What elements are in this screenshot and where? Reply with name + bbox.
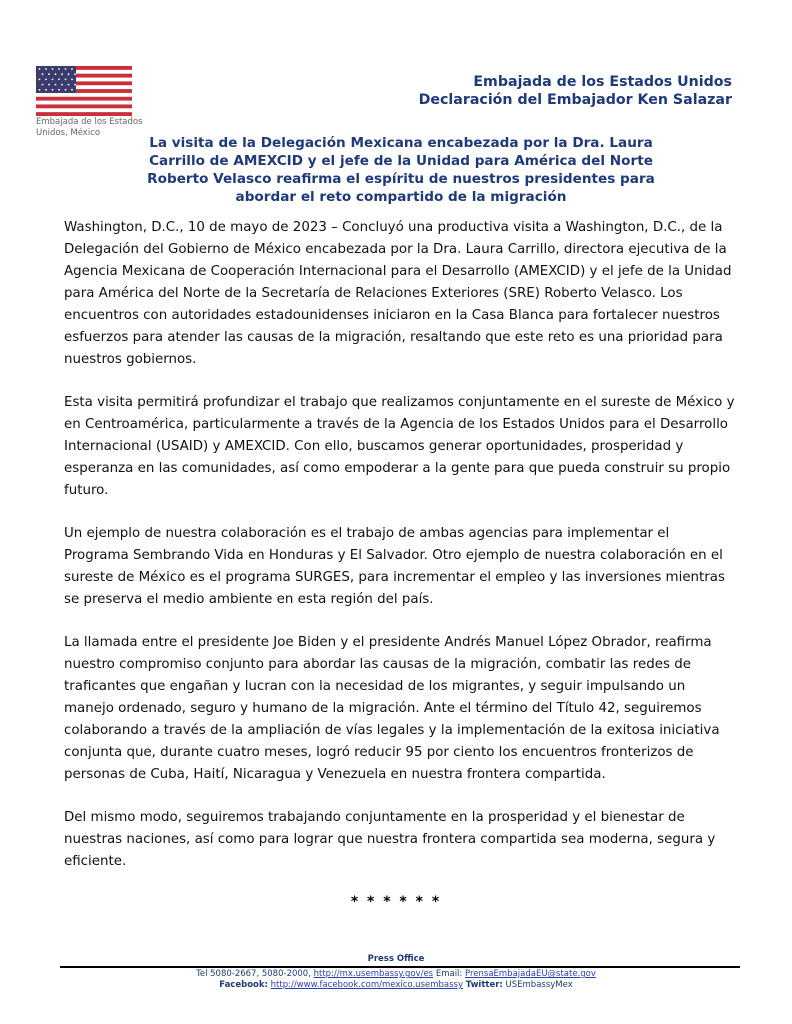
header-embassy-name: Embajada de los Estados Unidos xyxy=(473,74,732,90)
header-statement-title: Declaración del Embajador Ken Salazar xyxy=(418,92,732,108)
footer-phone: Tel 5080-2667, 5080-2000, xyxy=(196,969,311,979)
footer-twitter-handle: USEmbassyMex xyxy=(505,980,573,990)
statement-body xyxy=(64,217,736,894)
paragraph: Un ejemplo de nuestra colaboración es el trabajo de ambas agencias para implementar el Programa Sembrando Vida en Honduras y El Salvador. Otro ejemplo de nuestra colaboración en el sureste de México es el programa SURGES, para incrementar el empleo y las inversiones mientras se preserva el medio ambiente en esta región del país. xyxy=(64,526,725,607)
footer-divider xyxy=(60,966,740,968)
us-flag-icon xyxy=(36,66,132,116)
footer-email-link[interactable]: PrensaEmbajadaEU@state.gov xyxy=(464,969,596,979)
paragraph: Esta visita permitirá profundizar el trabajo que realizamos conjuntamente en el sureste de México y en Centroamérica, particularmente a través de la Agencia de los Estados Unidos para el Desarrollo Internacional (USAID) y AMEXCID. Con ello, buscamos generar oportunidades, prosperidad y esperanza en las comunidades, así como empoderar a la gente para que pueda construir su propio futuro. xyxy=(64,395,735,498)
paragraph: La llamada entre el presidente Joe Biden y el presidente Andrés Manuel López Obrador, reafirma nuestro compromiso conjunto para abordar las causas de la migración, combatir las redes de traficantes que engañan y lucran con la necesidad de los migrantes, y seguir impulsando un manejo ordenado, seguro y humano de la migración. Ante el término del Título 42, seguiremos colaborando a través de la ampliación de vías legales y la implementación de la exitosa iniciativa conjunta que, durante cuatro meses, logró reducir 95 por ciento los encuentros fronterizos de personas de Cuba, Haití, Nicaragua y Venezuela en nuestra frontera compartida. xyxy=(64,635,720,782)
footer-contact-line xyxy=(0,969,792,980)
document-header xyxy=(419,73,732,109)
footer-facebook-link[interactable]: http://www.facebook.com/mexico.usembassy xyxy=(270,980,463,990)
embassy-logo-caption: Embajada de los Estados Unidos, México xyxy=(36,117,143,138)
footer-facebook-label: Facebook: xyxy=(219,980,268,990)
paragraph: Washington, D.C., 10 de mayo de 2023 – Concluyó una productiva visita a Washington, D.C., de la Delegación del Gobierno de México encabezada por la Dra. Laura Carrillo, directora ejecutiva de la Agencia Mexicana de Cooperación Internacional para el Desarrollo (AMEXCID) y el jefe de la Unidad para América del Norte de la Secretaría de Relaciones Exteriores (SRE) Roberto Velasco. Los encuentros con autoridades estadounidenses iniciaron en la Casa Blanca para fortalecer nuestros esfuerzos para atender las causas de la migración, resaltando que este reto es una prioridad para nuestros gobiernos. xyxy=(64,220,732,367)
press-release-headline: La visita de la Delegación Mexicana encabezada por la Dra. Laura Carrillo de AMEXCID y el jefe de la Unidad para América del Norte Roberto Velasco reafirma el espíritu de nuestros presidentes para abordar el reto compartido de la migración xyxy=(147,135,655,205)
footer-press-office: Press Office xyxy=(367,954,425,964)
footer-twitter-label: Twitter: xyxy=(465,980,503,990)
footer-website-link[interactable]: http://mx.usembassy.gov/es xyxy=(313,969,434,979)
footer-email-label: Email: xyxy=(435,969,463,979)
end-separator: * * * * * * xyxy=(350,894,442,910)
paragraph: Del mismo modo, seguiremos trabajando conjuntamente en la prosperidad y el bienestar de nuestras naciones, así como para lograr que nuestra frontera compartida sea moderna, segura y eficiente. xyxy=(64,810,716,869)
footer-social-line xyxy=(0,980,792,991)
